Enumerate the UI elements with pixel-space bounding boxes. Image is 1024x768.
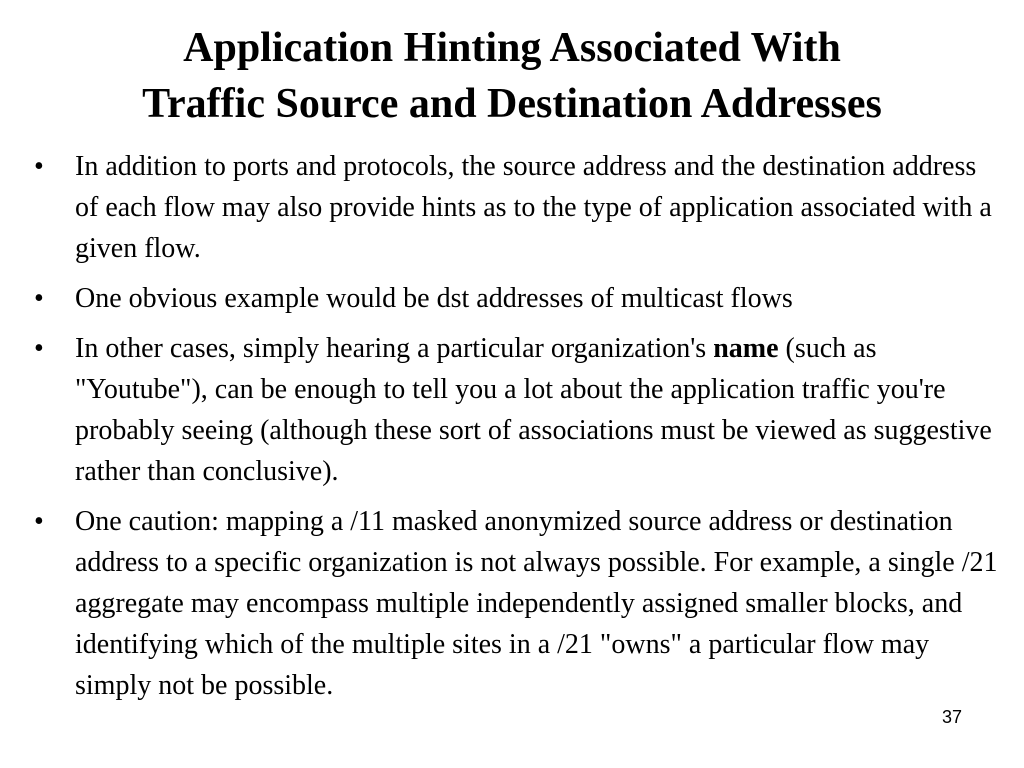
slide-title [0,20,1024,132]
slide-title-line-2: Traffic Source and Destination Addresses [142,81,882,127]
bullet-list [34,146,999,715]
bullet-text: In addition to ports and protocols, the source address and the destination address of each flow may also provide hints as to the type of application associated with a given flow. [75,151,992,264]
bullet-text-part: (such as "Youtube"), can be enough to tell you a lot about the application traffic you're probably seeing (although these sort of associations must be viewed as suggestive rather than conclusive). [75,333,992,487]
bullet-text: One obvious example would be dst addresses of multicast flows [75,283,793,314]
page-number: 37 [941,707,962,727]
bullet-marker: • [34,151,44,182]
bullet-text [75,333,992,487]
bullet-marker: • [34,506,44,537]
bullet-item [34,146,999,269]
bullet-marker: • [34,333,44,364]
bullet-item [34,278,999,319]
bullet-marker: • [34,283,44,314]
bullet-bold-term: name [713,333,779,364]
slide-title-line-1: Application Hinting Associated With [183,25,841,71]
bullet-text-part: In other cases, simply hearing a particular organization's [75,333,714,364]
bullet-item [34,501,999,706]
bullet-item [34,328,999,492]
bullet-text: One caution: mapping a /11 masked anonymized source address or destination address to a specific organization is not always possible. For example, a single /21 aggregate may encompass multiple independently assigned smaller blocks, and identifying which of the multiple sites in a /21 "owns" a particular flow may simply not be possible. [75,506,998,701]
